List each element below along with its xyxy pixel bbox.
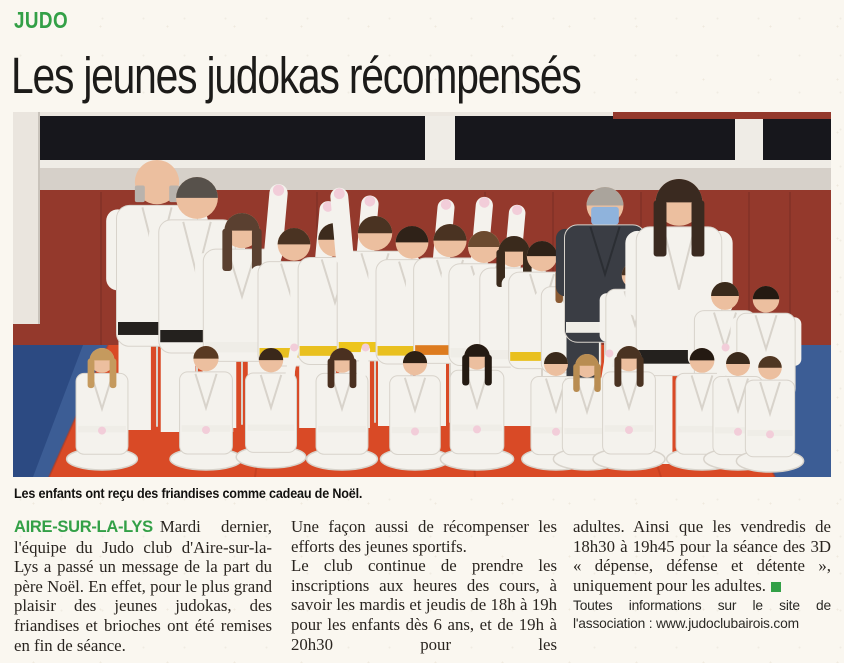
group-photo-illustration bbox=[13, 112, 831, 477]
photo-caption: Les enfants ont reçu des friandises comme cadeau de Noël. bbox=[14, 485, 363, 501]
group-photo bbox=[13, 112, 831, 477]
article-body bbox=[14, 517, 831, 655]
section-kicker: JUDO bbox=[14, 7, 69, 33]
info-note bbox=[573, 597, 831, 633]
paragraph-text: Une façon aussi de récompenser les efforts des jeunes sportifs. bbox=[291, 517, 557, 556]
end-of-article-marker bbox=[771, 582, 781, 592]
article-column-3 bbox=[573, 517, 831, 655]
article-column-2 bbox=[291, 517, 557, 655]
paragraph-text: Mardi dernier, l'équipe du Judo club d'Aire-sur-la-Lys a passé un message de la part du père Noël. En effet, pour le plus grand plaisir des jeunes judokas, des friandises et brioches ont été remises en fin de séance. bbox=[14, 517, 272, 655]
article-column-1 bbox=[14, 517, 272, 655]
note-text: Toutes informations sur le site de l'association : bbox=[573, 598, 831, 632]
paragraph-text: adultes. Ainsi que les vendredis de 18h30 à 19h45 pour la séance des 3D « dépense, défense et détente », uniquement pour les adultes. bbox=[573, 517, 831, 595]
location-lead-in: AIRE-SUR-LA-LYS bbox=[14, 518, 153, 536]
paragraph-text: Le club continue de prendre les inscriptions aux heures des cours, à savoir les mardis et jeudis de 18h à 19h pour les enfants dès 6 ans, et de 19h à 20h30 pour les bbox=[291, 556, 557, 654]
website-url: www.judoclubairois.com bbox=[656, 616, 799, 632]
article-headline: Les jeunes judokas récompensés bbox=[11, 47, 581, 104]
